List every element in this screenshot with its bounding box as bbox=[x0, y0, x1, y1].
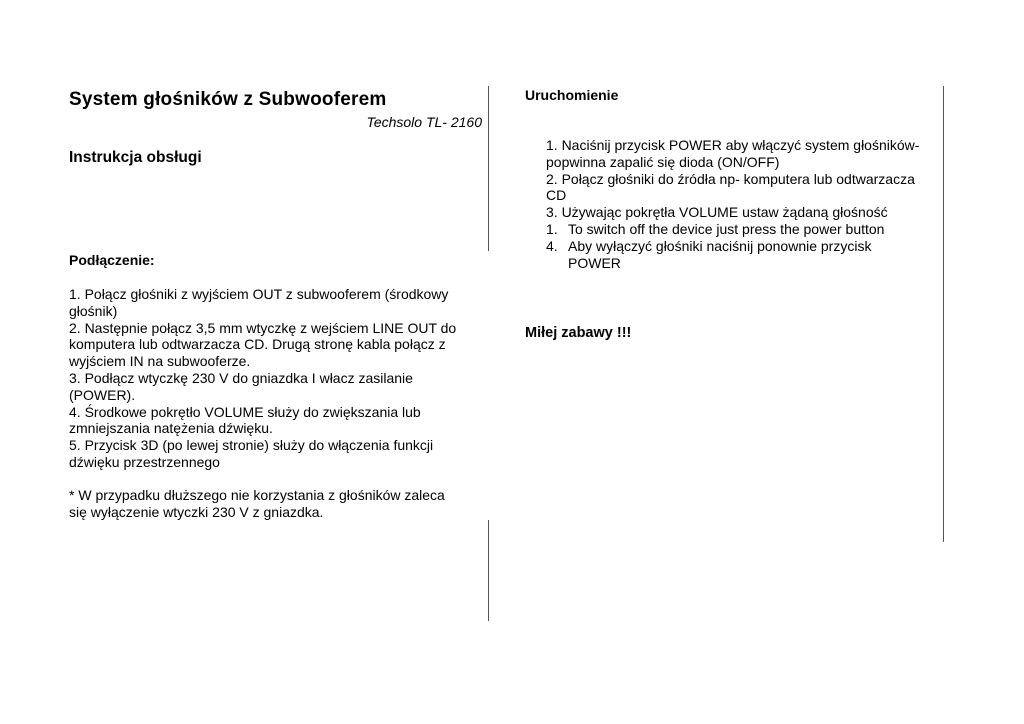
list-item-text: POWER bbox=[568, 254, 621, 271]
connection-line: głośnik) bbox=[69, 302, 118, 319]
connection-line: 4. Środkowe pokrętło VOLUME służy do zwiększania lub bbox=[69, 403, 421, 420]
connection-line: zmniejszania natężenia dźwięku. bbox=[69, 420, 273, 437]
connection-line: komputera lub odtwarzacza CD. Drugą stronę kabla połącz z bbox=[69, 336, 446, 353]
step-line: 1. Naciśnij przycisk POWER aby włączyć system głośników- bbox=[546, 137, 920, 153]
list-item bbox=[546, 238, 919, 272]
startup-steps bbox=[546, 137, 919, 271]
note-line: się wyłączenie wtyczki 230 V z gniazdka. bbox=[69, 503, 324, 520]
startup-heading: Uruchomienie bbox=[525, 87, 619, 103]
list-item-text: Aby wyłączyć głośniki naciśnij ponownie przycisk bbox=[568, 237, 872, 254]
safety-note bbox=[69, 487, 445, 521]
connection-instructions bbox=[69, 286, 456, 471]
connection-heading: Podłączenie: bbox=[69, 252, 155, 268]
connection-line: 1. Połącz głośniki z wyjściem OUT z subwooferem (środkowy bbox=[69, 286, 449, 302]
document-title: System głośników z Subwooferem bbox=[69, 89, 387, 110]
list-item-number: 1. bbox=[546, 220, 558, 237]
connection-line: (POWER). bbox=[69, 386, 136, 403]
model-subtitle: Techsolo TL- 2160 bbox=[366, 114, 482, 130]
column-divider-bottom bbox=[488, 520, 489, 621]
step-line: 2. Połącz głośniki do źródła np- komputera lub odtwarzacza bbox=[546, 170, 915, 187]
step-line: 3. Używając pokrętła VOLUME ustaw żądaną głośność bbox=[546, 204, 888, 221]
list-item bbox=[546, 221, 919, 238]
list-item-number: 4. bbox=[546, 237, 558, 254]
step-line: popwinna zapalić się dioda (ON/OFF) bbox=[546, 153, 780, 170]
note-line: * W przypadku dłuższego nie korzystania z głośników zaleca bbox=[69, 487, 445, 503]
list-item-text: To switch off the device just press the power button bbox=[568, 220, 885, 237]
manual-heading: Instrukcja obsługi bbox=[69, 149, 202, 166]
column-divider-top bbox=[488, 86, 489, 251]
connection-line: 3. Podłącz wtyczkę 230 V do gniazdka I włacz zasilanie bbox=[69, 369, 413, 386]
connection-line: dźwięku przestrzennego bbox=[69, 453, 220, 470]
right-border-line bbox=[943, 86, 944, 542]
closing-text: Miłej zabawy !!! bbox=[525, 325, 632, 341]
connection-line: wyjściem IN na subwooferze. bbox=[69, 353, 251, 370]
connection-line: 5. Przycisk 3D (po lewej stronie) służy do włączenia funkcji bbox=[69, 437, 434, 454]
step-line: CD bbox=[546, 187, 567, 204]
connection-line: 2. Następnie połącz 3,5 mm wtyczkę z wejściem LINE OUT do bbox=[69, 319, 457, 336]
